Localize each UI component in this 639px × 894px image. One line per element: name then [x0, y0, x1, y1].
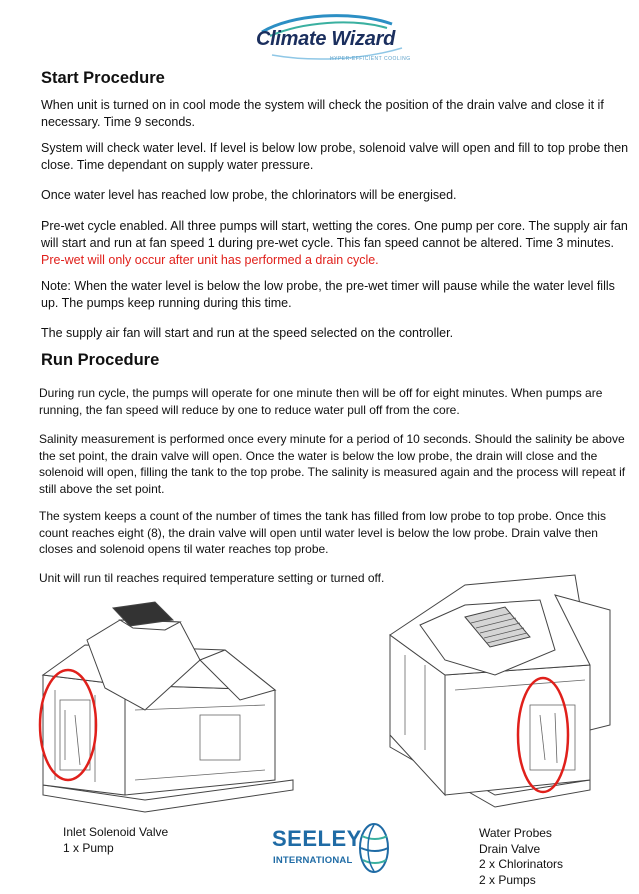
seeley-international-logo — [272, 820, 392, 890]
start-paragraph-1: When unit is turned on in cool mode the system will check the position of the drain valve and close it if necessary. Time 9 seconds. — [41, 98, 604, 129]
seeley-sub-text: INTERNATIONAL — [273, 855, 353, 866]
left-caption-line: Inlet Solenoid Valve — [63, 825, 169, 839]
run-procedure-heading: Run Procedure — [41, 351, 160, 369]
left-caption — [63, 825, 168, 856]
left-unit-illustration — [25, 600, 295, 815]
start-procedure-heading: Start Procedure — [41, 69, 165, 87]
right-caption-line: Water Probes — [479, 826, 552, 840]
run-paragraph-1: During run cycle, the pumps will operate for one minute then will be off for eight minutes. When pumps are running, the fan speed will reduce by one to reduce water pull off from the core. — [39, 386, 603, 417]
right-caption-line: 2 x Pumps — [479, 872, 536, 887]
start-paragraph-4 — [41, 218, 631, 269]
run-paragraph-2: Salinity measurement is performed once every minute for a period of 10 seconds. Should the salinity be above the set point, the drain valve will open. Once the water is below the low probe, the drain will close and the solenoid will open, filling the tank to the top probe. The salinity is measured again and the process will repeat if still above the set point. — [39, 432, 626, 496]
left-caption-line: 1 x Pump — [63, 840, 114, 855]
start-paragraph-5: Note: When the water level is below the low probe, the pre-wet timer will pause while the water level fills up. The pumps keep running during this time. — [41, 279, 615, 310]
seeley-brand-text: SEELEY — [272, 826, 362, 851]
run-paragraph-4: Unit will run til reaches required temperature setting or turned off. — [39, 571, 385, 585]
logo-text: Climate Wizard — [256, 28, 395, 50]
start-paragraph-6: The supply air fan will start and run at the speed selected on the controller. — [41, 326, 454, 340]
pre-wet-warning: Pre-wet will only occur after unit has performed a drain cycle. — [41, 253, 379, 267]
start-paragraph-3: Once water level has reached low probe, the chlorinators will be energised. — [41, 188, 457, 202]
right-caption-line: 2 x Chlorinators — [479, 857, 564, 871]
logo-tagline: HYPER-EFFICIENT COOLING — [330, 56, 411, 62]
globe-icon — [358, 822, 390, 874]
run-paragraph-3: The system keeps a count of the number of times the tank has filled from low probe to top probe. Once this count reaches eight (8), the drain valve will open until water level is below the low probe. Drain valve then closes and solenoid opens til water reaches top probe. — [39, 509, 606, 556]
start-paragraph-4-text: Pre-wet cycle enabled. All three pumps will start, wetting the cores. One pump per core. The supply air fan will start and run at fan speed 1 during pre-wet cycle. This fan speed cannot be altered. Time 3 minutes. — [41, 219, 628, 250]
climate-wizard-logo — [242, 10, 412, 68]
right-caption-line: Drain Valve — [479, 841, 541, 856]
start-paragraph-2: System will check water level. If level is below low probe, solenoid valve will open and fill to top probe then close. Time dependant on supply water pressure. — [41, 141, 629, 172]
right-caption — [479, 826, 563, 888]
right-unit-illustration — [385, 565, 630, 815]
